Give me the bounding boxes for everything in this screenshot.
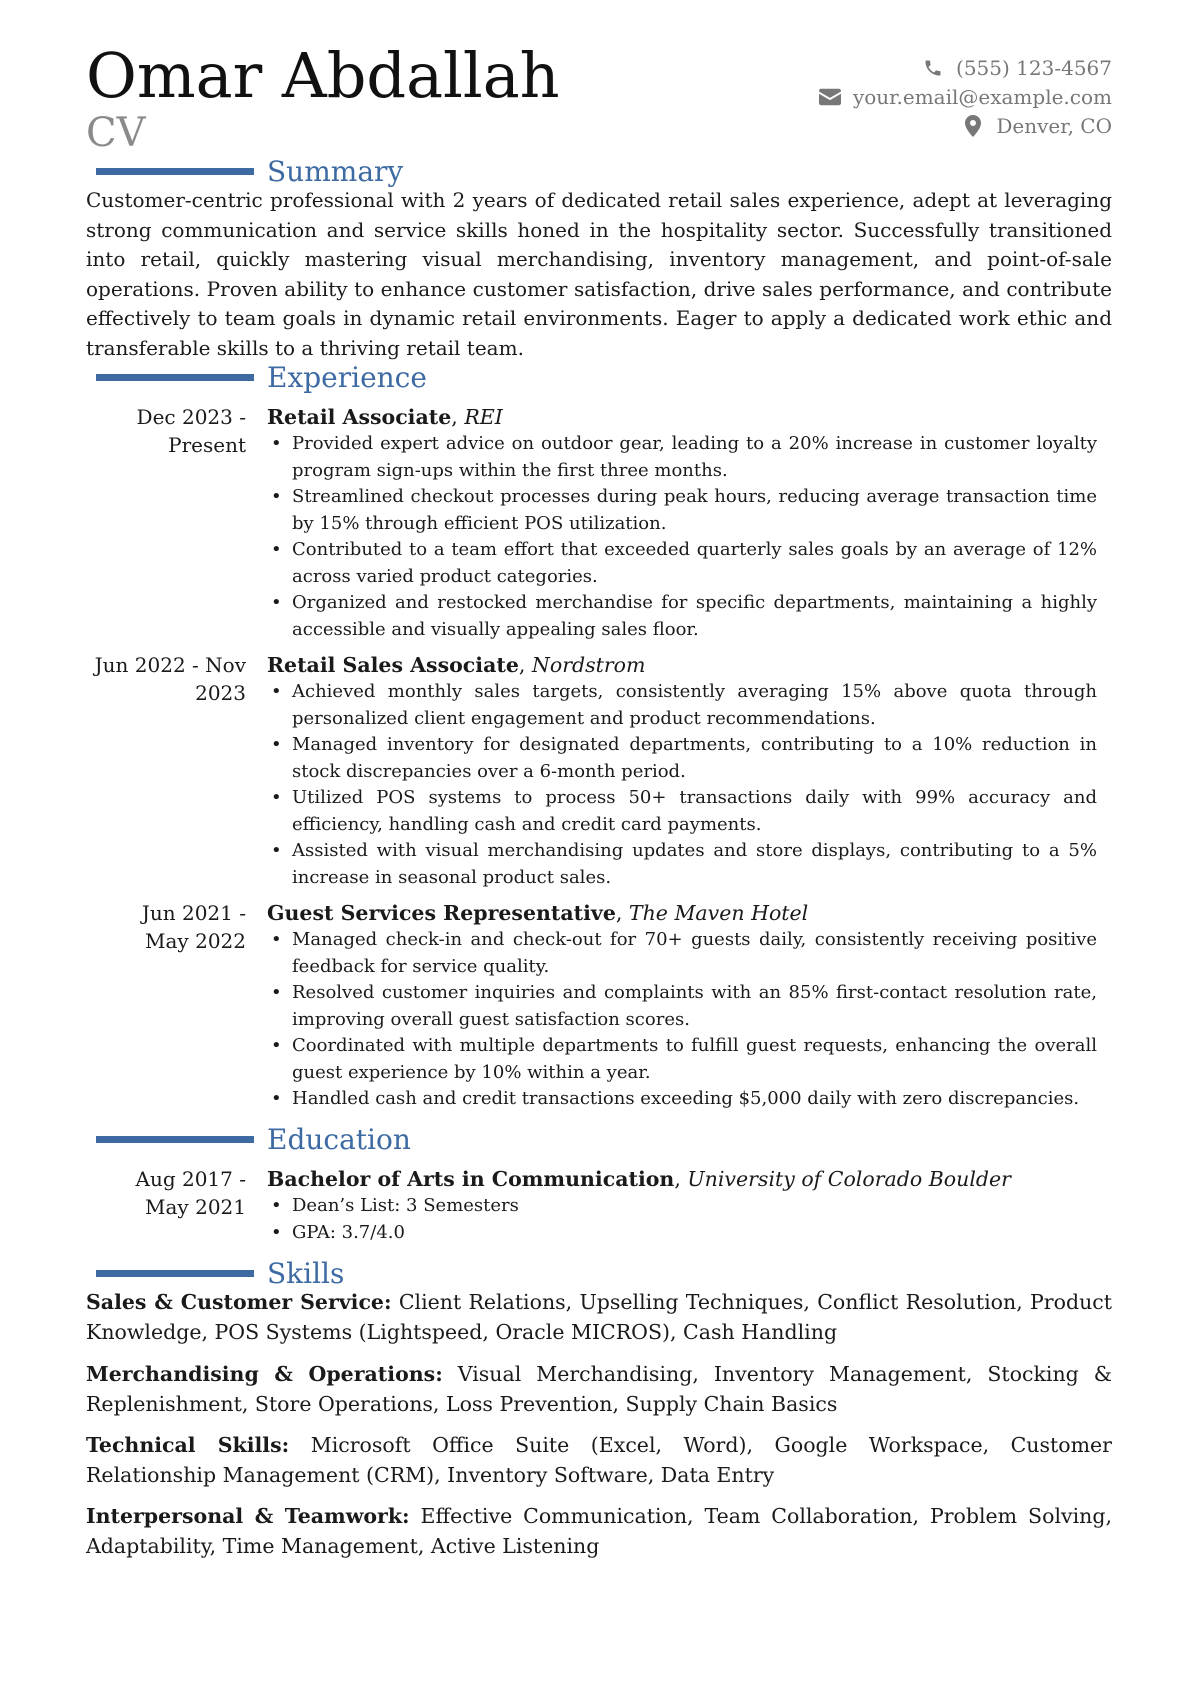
section-bar bbox=[96, 168, 254, 175]
section-title: Experience bbox=[267, 361, 427, 394]
skill-group bbox=[86, 1360, 1112, 1419]
entry-body bbox=[267, 899, 1097, 1113]
entry-title: Retail Sales Associate bbox=[267, 653, 519, 677]
section-title: Education bbox=[267, 1123, 411, 1156]
entry-date: Aug 2017 - May 2021 bbox=[135, 1167, 246, 1219]
contact-phone bbox=[692, 53, 1112, 82]
section-title: Skills bbox=[267, 1257, 345, 1290]
skill-label: Sales & Customer Service: bbox=[86, 1290, 392, 1314]
summary-text: Customer-centric professional with 2 years of dedicated retail sales experience, adept at leveraging strong communication and service skills honed in the hospitality sector. Successfully transitioned into retail, quickly mastering visual merchandising, inventory management, and point-of-sale operations. Proven ability to enhance customer satisfaction, drive sales performance, and contribute effectively to team goals in dynamic retail environments. Eager to apply a dedicated work ethic and transferable skills to a thriving retail team. bbox=[86, 188, 1112, 360]
bullet-item: • Coordinated with multiple departments to fulfill guest requests, enhancing the overall guest experience by 10% within a year. bbox=[267, 1033, 1097, 1086]
section-title: Summary bbox=[267, 155, 404, 188]
section-heading-education bbox=[96, 1122, 1096, 1158]
entry-date: Jun 2022 - Nov 2023 bbox=[94, 653, 246, 705]
section-bar bbox=[96, 1136, 254, 1143]
candidate-name: Omar Abdallah bbox=[86, 39, 560, 112]
entry-title: Guest Services Representative bbox=[267, 901, 616, 925]
entry-role: Retail Associate, REI bbox=[267, 405, 503, 429]
entry-body bbox=[267, 1165, 1097, 1246]
section-heading-skills bbox=[96, 1256, 1096, 1292]
entry-bullets bbox=[267, 927, 1097, 1113]
bullet-item: • Provided expert advice on outdoor gear, leading to a 20% increase in customer loyalty program sign-ups within the first three months. bbox=[267, 431, 1097, 484]
entry-role: Bachelor of Arts in Communication, University of Colorado Boulder bbox=[267, 1167, 1011, 1191]
entry-role: Guest Services Representative, The Maven Hotel bbox=[267, 901, 809, 925]
entry-body bbox=[267, 403, 1097, 643]
bullet-item: • Utilized POS systems to process 50+ transactions daily with 99% accuracy and efficiency, handling cash and credit card payments. bbox=[267, 785, 1097, 838]
bullet-item: • Assisted with visual merchandising updates and store displays, contributing to a 5% increase in seasonal product sales. bbox=[267, 838, 1097, 891]
entry-bullets bbox=[267, 679, 1097, 891]
bullet-item: • Dean’s List: 3 Semesters bbox=[267, 1193, 1097, 1220]
entry-body bbox=[267, 651, 1097, 891]
location-text: Denver, CO bbox=[996, 113, 1112, 138]
document-subtitle: CV bbox=[86, 110, 146, 156]
contact-location bbox=[692, 111, 1112, 140]
skill-text: Client Relations, Upselling Techniques, Conflict Resolution, Product Knowledge, POS Systems (Lightspeed, Oracle MICROS), Cash Handling bbox=[86, 1290, 1112, 1344]
contact-block bbox=[692, 53, 1112, 140]
skill-group bbox=[86, 1431, 1112, 1490]
envelope-icon bbox=[819, 86, 841, 108]
bullet-item: • Organized and restocked merchandise for specific departments, maintaining a highly accessible and visually appealing sales floor. bbox=[267, 590, 1097, 643]
cv-page bbox=[86, 0, 1112, 1683]
bullet-item: • Resolved customer inquiries and complaints with an 85% first-contact resolution rate, improving overall guest satisfaction scores. bbox=[267, 980, 1097, 1033]
entry-role: Retail Sales Associate, Nordstrom bbox=[267, 653, 646, 677]
bullet-item: • Streamlined checkout processes during peak hours, reducing average transaction time by 15% through efficient POS utilization. bbox=[267, 484, 1097, 537]
entry-date: Jun 2021 - May 2022 bbox=[141, 901, 246, 953]
bullet-item: • Achieved monthly sales targets, consistently averaging 15% above quota through personalized client engagement and product recommendations. bbox=[267, 679, 1097, 732]
skill-label: Technical Skills: bbox=[86, 1433, 290, 1457]
entry-org: University of Colorado Boulder bbox=[687, 1167, 1011, 1191]
skill-label: Merchandising & Operations: bbox=[86, 1362, 443, 1386]
entry-org: Nordstrom bbox=[531, 653, 646, 677]
skill-text: Effective Communication, Team Collaboration, Problem Solving, Adaptability, Time Management, Active Listening bbox=[86, 1504, 1112, 1558]
bullet-item: • Contributed to a team effort that exceeded quarterly sales goals by an average of 12% across varied product categories. bbox=[267, 537, 1097, 590]
map-pin-icon bbox=[962, 115, 984, 137]
section-heading-summary bbox=[96, 154, 1096, 190]
section-bar bbox=[96, 374, 254, 381]
bullet-item: • Managed inventory for designated departments, contributing to a 10% reduction in stock discrepancies over a 6-month period. bbox=[267, 732, 1097, 785]
entry-org: The Maven Hotel bbox=[628, 901, 809, 925]
phone-icon bbox=[922, 57, 944, 79]
entry-org: REI bbox=[464, 405, 503, 429]
entry-bullets bbox=[267, 431, 1097, 643]
skill-group bbox=[86, 1502, 1112, 1561]
entry-title: Bachelor of Arts in Communication bbox=[267, 1167, 675, 1191]
entry-bullets bbox=[267, 1193, 1097, 1246]
bullet-item: • Managed check-in and check-out for 70+ guests daily, consistently receiving positive feedback for service quality. bbox=[267, 927, 1097, 980]
section-heading-experience bbox=[96, 360, 1096, 396]
skill-text: Visual Merchandising, Inventory Management, Stocking & Replenishment, Store Operations, Loss Prevention, Supply Chain Basics bbox=[86, 1362, 1113, 1416]
skill-group bbox=[86, 1288, 1112, 1347]
section-bar bbox=[96, 1270, 254, 1277]
skill-label: Interpersonal & Teamwork: bbox=[86, 1504, 410, 1528]
bullet-item: • Handled cash and credit transactions exceeding $5,000 daily with zero discrepancies. bbox=[267, 1086, 1097, 1113]
bullet-item: • GPA: 3.7/4.0 bbox=[267, 1220, 1097, 1247]
phone-text[interactable]: (555) 123-4567 bbox=[956, 55, 1112, 80]
contact-email bbox=[692, 82, 1112, 111]
skill-text: Microsoft Office Suite (Excel, Word), Google Workspace, Customer Relationship Management (CRM), Inventory Software, Data Entry bbox=[86, 1433, 1112, 1487]
entry-date: Dec 2023 - Present bbox=[136, 405, 246, 457]
entry-title: Retail Associate bbox=[267, 405, 452, 429]
email-text[interactable]: your.email@example.com bbox=[852, 84, 1112, 109]
